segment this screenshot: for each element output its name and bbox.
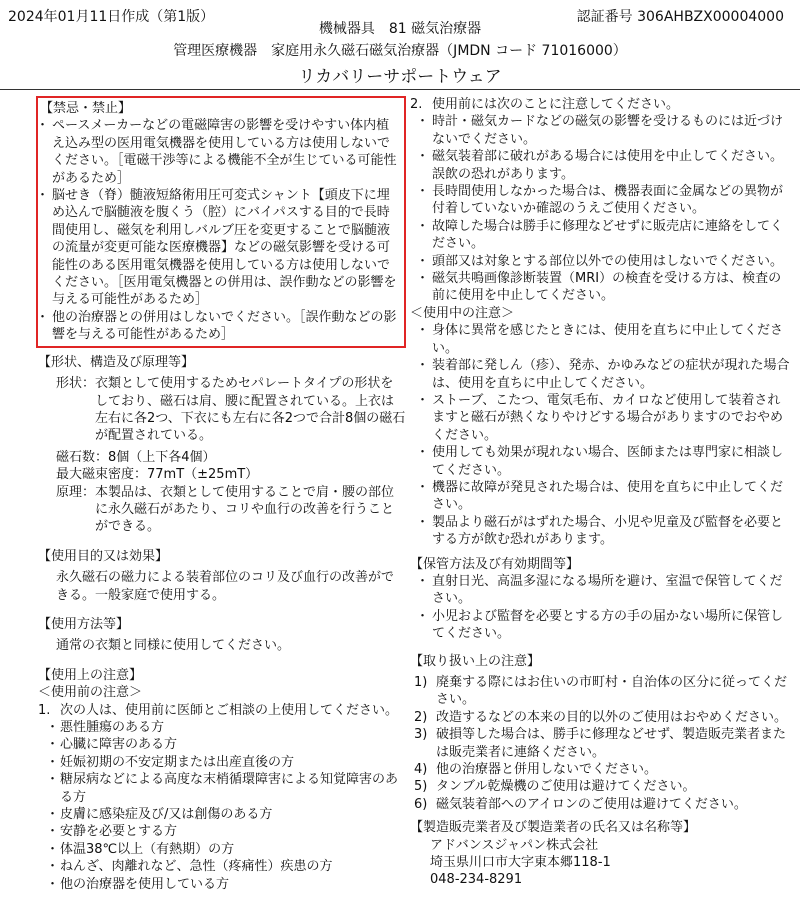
document-header [0,0,800,90]
contraindications-title: 【禁忌・禁止】 [40,101,132,116]
pre-use-item: ・ 時計・磁気カードなどの磁気の影響を受けるものには近づけないでください。 [416,113,790,148]
shape-label: 形状： [56,376,96,392]
maker-title: 【製造販売業者及び製造業者の氏名又は名称等】 [410,820,697,836]
condition-item: ・ 妊娠初期の不安定期または出産直後の方 [38,754,406,771]
max-flux-density: 最大磁束密度：77mT（±25mT） [56,467,259,483]
pre-use-item: ・ 磁気共鳴画像診断装置（MRI）の検査を受ける方は、検査の前に使用を中止してください。 [416,270,790,305]
contraindication-item: ・ 他の治療器との併用はしないでください。［誤作動などの影響を与える可能性があるため］ [40,309,399,344]
shape-text: 衣類として使用するためセパレートタイプの形状をしており、磁石は肩、腰に配置されている。上衣は左右に各2つ、下衣にも左右に各2つで合計8個の磁石が配置されている。 [95,376,406,444]
item-number: 3) [414,727,428,743]
item-number: 1. [38,702,51,718]
pre-use-item: ・ 故障した場合は勝手に修理などせずに販売店に連絡をしてください。 [416,218,790,253]
principle-row [38,484,406,536]
during-use-item: ・ 機器に故障が発見された場合は、使用を直ちに中止してください。 [416,479,790,514]
handling-item [414,709,790,726]
handling-item [414,674,790,709]
form-title: 【形状、構造及び原理等】 [38,354,195,370]
during-use-item: ・ 製品より磁石がはずれた場合、小児や児童及び監督を必要とする方が飲む恐れがあります。 [416,514,790,549]
contraindication-item: ・ ペースメーカーなどの電磁障害の影響を受けやすい体内植え込み型の医用電気機器を使用している方は使用しないでください。［電磁干渉等による機能不全が生じている可能性があるため］ [40,117,399,187]
during-use-item: ・ 使用しても効果が現れない場合、医師または専門家に相談してください。 [416,444,790,479]
storage-item: ・ 直射日光、高温多湿になる場所を避け、室温で保管してください。 [416,573,790,608]
pre-use-item: ・ 長時間使用しなかった場合は、機器表面に金属などの異物が付着していないか確認のうえご使用ください。 [416,183,790,218]
form-section [38,354,406,536]
item-text: 磁気装着部へのアイロンのご使用は避けてください。 [436,796,747,812]
maker-phone: 048-234-8291 [430,872,523,888]
item-number: 2) [414,709,428,725]
method-text: 通常の衣類と同様に使用してください。 [56,638,291,654]
condition-item: ・ 糖尿病などによる高度な末梢循環障害による知覚障害のある方 [38,771,406,806]
item-number: 4) [414,762,428,778]
pre-use-item: ・ 磁気装着部に破れがある場合には使用を中止してください。誤飲の恐れがあります。 [416,148,790,183]
condition-item: ・ 安静を必要とする方 [38,823,406,840]
creation-date: 2024年01月11日作成（第1版） [8,9,215,25]
precautions-title: 【使用上の注意】 [38,667,143,683]
condition-item: ・ 皮膚に感染症及び/又は創傷のある方 [38,806,406,823]
item-text: タンブル乾燥機のご使用は避けてください。 [436,779,696,795]
condition-item: ・ 体温38℃以上（有熱期）の方 [38,841,406,858]
maker-name: アドバンスジャパン株式会社 [430,837,599,853]
handling-title: 【取り扱い上の注意】 [410,653,541,669]
during-use-item: ・ 装着部に発しん（疹）、発赤、かゆみなどの症状が現れた場合は、使用を直ちに中止してください。 [416,357,790,392]
purpose-section [38,536,406,604]
item-number: 1) [414,675,428,690]
magnet-count: 磁石数：8個（上下各4個） [56,449,216,465]
device-category: 機械器具 81 磁気治療器 [318,21,482,37]
during-use-item: ・ 身体に異常を感じたときには、使用を直ちに中止してください。 [416,322,790,357]
during-use-title: ＜使用中の注意＞ [410,305,515,321]
left-column [38,96,406,893]
condition-item: ・ 心臓に障害のある方 [38,736,406,753]
item-number: 2. [410,97,423,112]
maker-address: 埼玉県川口市大字東本郷118-1 [430,855,611,871]
product-name: リカバリーサポートウェア [298,67,502,87]
precaution-item-1 [38,702,406,719]
right-column [410,96,790,889]
item-text: 破損等した場合は、勝手に修理などせず、製造販売業者または販売業者に連絡ください。 [436,727,786,760]
condition-item: ・ ねんざ、肉離れなど、急性（疼痛性）疾患の方 [38,858,406,875]
item-text: 他の治療器と併用しないでください。 [436,762,658,778]
item-text: 次の人は、使用前に医師とご相談の上使用してください。 [60,702,399,718]
storage-title: 【保管方法及び有効期間等】 [410,556,580,572]
pre-use-item: ・ 頭部又は対象とする部位以外での使用はしないでください。 [416,253,790,270]
handling-item [414,726,790,761]
principle-label: 原理： [56,484,96,500]
condition-item: ・ 悪性腫瘍のある方 [38,719,406,736]
handling-item [414,796,790,813]
contraindication-item: ・ 脳せき（脊）髄液短絡術用圧可変式シャント【頭皮下に埋め込んで脳髄液を腹くう（腔）にバイパスする目的で長時間使用し、磁気を利用しバルブ圧を変更することで脳髄液の流量が変更可能な医療機器】などの磁気影響を受ける可能性のある医用電気機器を使用している方は使用しないでください。［医用電気機器との併用は、誤作動などの影響を与える可能性があるため］ [40,187,399,309]
method-title: 【使用方法等】 [38,616,130,632]
handling-item [414,761,790,778]
handling-item [414,778,790,795]
before-use-title: ＜使用前の注意＞ [38,685,143,701]
condition-item: ・ 他の治療器を使用している方 [38,876,406,893]
method-section [38,604,406,655]
precautions-section [38,655,406,893]
item-text: 改造するなどの本来の目的以外のご使用はおやめください。 [436,709,788,725]
purpose-text: 永久磁石の磁力による装着部位のコリ及び血行の改善ができる。一般家庭で使用する。 [56,570,395,603]
device-classification: 管理医療機器 家庭用永久磁石磁気治療器（JMDN コード 71016000） [173,43,627,59]
item-number: 6) [414,796,428,812]
precaution-item-2 [410,96,790,113]
purpose-title: 【使用目的又は効果】 [38,548,169,564]
storage-item: ・ 小児および監督を必要とする方の手の届かない場所に保管してください。 [416,608,790,643]
item-text: 使用前には次のことに注意してください。 [432,97,680,112]
item-text: 廃棄する際にはお住いの市町村・自治体の区分に従ってください。 [436,675,788,708]
header-divider [0,89,800,90]
during-use-item: ・ ストーブ、こたつ、電気毛布、カイロなど使用して装着されますと磁石が熱くなりやけどする場合がありますのでおやめください。 [416,392,790,444]
contraindications-box [36,96,406,348]
shape-row [38,375,406,445]
principle-text: 本製品は、衣類として使用することで肩・腰の部位に永久磁石があたり、コリや血行の改善を行うことができる。 [95,484,395,535]
item-number: 5) [414,779,428,795]
certification-number: 認証番号 306AHBZX00004000 [576,9,784,25]
